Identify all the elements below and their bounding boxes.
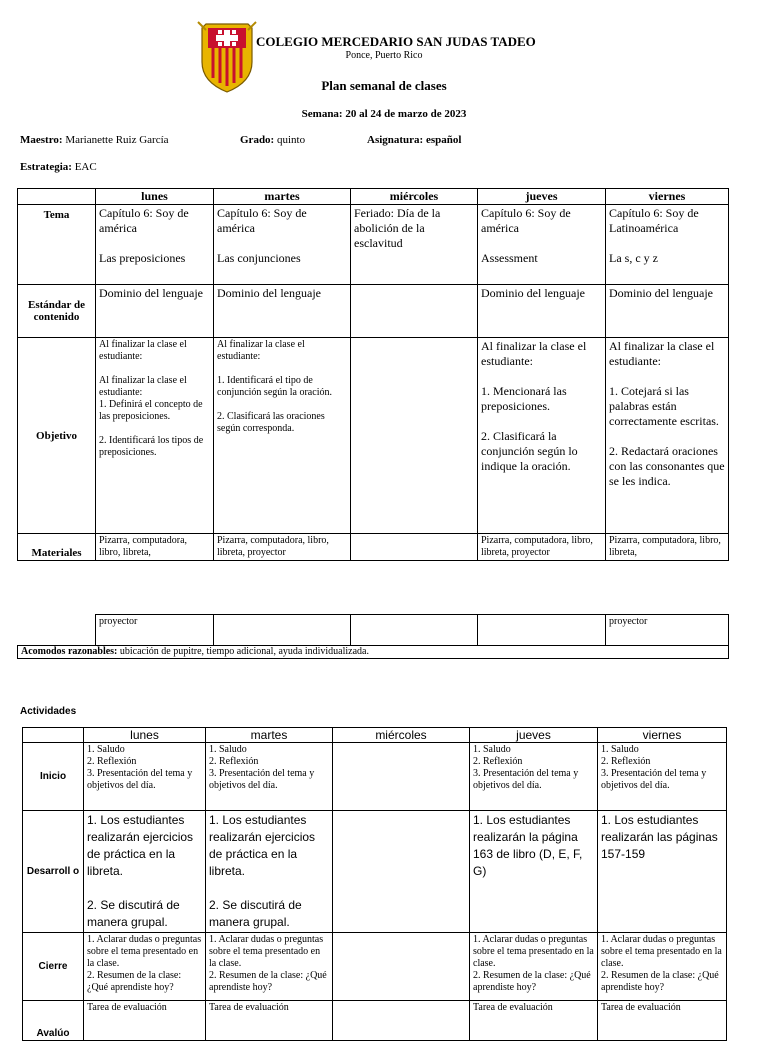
row-label-avaluo: Avalúo bbox=[23, 1001, 84, 1041]
table-cell: Pizarra, computadora, libro, libreta, bbox=[96, 534, 214, 561]
table-cell bbox=[478, 615, 606, 646]
row-label-inicio: Inicio bbox=[23, 743, 84, 811]
week-range: Semana: 20 al 24 de marzo de 2023 bbox=[301, 108, 467, 120]
table-cell: Dominio del lenguaje bbox=[606, 285, 729, 338]
row-label-cierre: Cierre bbox=[23, 933, 84, 1001]
table-cell: 1. Los estudiantes realizarán las páginas 157-159 bbox=[598, 811, 727, 933]
row-label-estandar: Estándar de contenido bbox=[18, 285, 96, 338]
actividades-heading: Actividades bbox=[20, 706, 77, 717]
weekly-plan-table bbox=[17, 188, 729, 561]
day-header: lunes bbox=[84, 728, 206, 743]
table-cell: Capítulo 6: Soy de Latinoamérica La s, c y z bbox=[606, 205, 729, 285]
table-cell: Tarea de evaluación bbox=[598, 1001, 727, 1041]
table-cell: Pizarra, computadora, libro, libreta, proyector bbox=[478, 534, 606, 561]
table-header-row bbox=[18, 189, 729, 205]
table-cell: Tarea de evaluación bbox=[470, 1001, 598, 1041]
day-header: viernes bbox=[606, 189, 729, 205]
activities-table bbox=[22, 727, 727, 1041]
row-label-tema: Tema bbox=[18, 205, 96, 285]
table-cell: 1. Saludo 2. Reflexión 3. Presentación del tema y objetivos del día. bbox=[206, 743, 333, 811]
table-cell: Capítulo 6: Soy de américa Las preposiciones bbox=[96, 205, 214, 285]
table-row-tema bbox=[18, 205, 729, 285]
table-cell: Tarea de evaluación bbox=[84, 1001, 206, 1041]
table-row-objetivo bbox=[18, 338, 729, 534]
table-cell: proyector bbox=[96, 615, 214, 646]
table-row bbox=[18, 615, 729, 646]
table-cell: proyector bbox=[606, 615, 729, 646]
table-cell: Capítulo 6: Soy de américa Las conjunciones bbox=[214, 205, 351, 285]
table-cell: Pizarra, computadora, libro, libreta, bbox=[606, 534, 729, 561]
table-cell: 1. Los estudiantes realizarán ejercicios de práctica en la libreta. 2. Se discutirá de manera grupal. bbox=[84, 811, 206, 933]
table-cell: 1. Aclarar dudas o preguntas sobre el tema presentado en la clase. 2. Resumen de la clase: ¿Qué aprendiste hoy? bbox=[470, 933, 598, 1001]
table-cell: 1. Los estudiantes realizarán ejercicios de práctica en la libreta. 2. Se discutirá de manera grupal. bbox=[206, 811, 333, 933]
materials-continuation-table bbox=[17, 614, 729, 659]
table-cell: 1. Aclarar dudas o preguntas sobre el tema presentado en la clase. 2. Resumen de la clase: ¿Qué aprendiste hoy? bbox=[598, 933, 727, 1001]
day-header: viernes bbox=[598, 728, 727, 743]
table-cell: Dominio del lenguaje bbox=[214, 285, 351, 338]
row-label-desarrollo: Desarroll o bbox=[23, 811, 84, 933]
table-cell bbox=[351, 285, 478, 338]
table-cell: 1. Saludo 2. Reflexión 3. Presentación del tema y objetivos del día. bbox=[84, 743, 206, 811]
table-cell: 1. Saludo 2. Reflexión 3. Presentación del tema y objetivos del día. bbox=[598, 743, 727, 811]
table-row-desarrollo bbox=[23, 811, 727, 933]
teacher-info: Maestro: Marianette Ruiz García bbox=[20, 134, 169, 146]
table-cell: Tarea de evaluación bbox=[206, 1001, 333, 1041]
table-cell: Al finalizar la clase el estudiante: Al finalizar la clase el estudiante: 1. Definirá el concepto de las preposiciones. 2. Identificará los tipos de preposiciones. bbox=[96, 338, 214, 534]
row-label-objetivo: Objetivo bbox=[18, 338, 96, 534]
subject-info: Asignatura: español bbox=[367, 134, 462, 146]
day-header: jueves bbox=[470, 728, 598, 743]
table-row-acomodos bbox=[18, 646, 729, 659]
table-cell: Capítulo 6: Soy de américa Assessment bbox=[478, 205, 606, 285]
table-cell bbox=[333, 1001, 470, 1041]
table-cell: Al finalizar la clase el estudiante: 1. Cotejará si las palabras están correctamente escritas. 2. Redactará oraciones con las consonantes que se les indica. bbox=[606, 338, 729, 534]
table-cell: Al finalizar la clase el estudiante: 1. Mencionará las preposiciones. 2. Clasificará la conjunción según lo indique la oración. bbox=[478, 338, 606, 534]
table-cell bbox=[333, 933, 470, 1001]
table-cell: 1. Saludo 2. Reflexión 3. Presentación del tema y objetivos del día. bbox=[470, 743, 598, 811]
day-header: lunes bbox=[96, 189, 214, 205]
table-cell: Pizarra, computadora, libro, libreta, proyector bbox=[214, 534, 351, 561]
school-name: COLEGIO MERCEDARIO SAN JUDAS TADEO bbox=[256, 34, 536, 49]
plan-title: Plan semanal de clases bbox=[321, 78, 447, 93]
table-cell: 1. Los estudiantes realizarán la página 163 de libro (D, E, F, G) bbox=[470, 811, 598, 933]
acomodos-cell: Acomodos razonables: ubicación de pupitre, tiempo adicional, ayuda individualizada. bbox=[18, 646, 729, 659]
table-cell: Dominio del lenguaje bbox=[96, 285, 214, 338]
day-header: martes bbox=[206, 728, 333, 743]
table-cell bbox=[333, 811, 470, 933]
school-city: Ponce, Puerto Rico bbox=[345, 50, 423, 61]
table-row-avaluo bbox=[23, 1001, 727, 1041]
table-cell: Al finalizar la clase el estudiante: 1. Identificará el tipo de conjunción según la oración. 2. Clasificará las oraciones según corresponda. bbox=[214, 338, 351, 534]
table-row-cierre bbox=[23, 933, 727, 1001]
table-row-materiales bbox=[18, 534, 729, 561]
day-header: jueves bbox=[478, 189, 606, 205]
table-row-inicio bbox=[23, 743, 727, 811]
table-cell bbox=[351, 338, 478, 534]
table-cell: Feriado: Día de la abolición de la esclavitud bbox=[351, 205, 478, 285]
table-cell bbox=[351, 615, 478, 646]
strategy-info: Estrategia: EAC bbox=[20, 161, 97, 173]
table-cell: 1. Aclarar dudas o preguntas sobre el tema presentado en la clase. 2. Resumen de la clase: ¿Qué aprendiste hoy? bbox=[84, 933, 206, 1001]
day-header: martes bbox=[214, 189, 351, 205]
table-cell bbox=[214, 615, 351, 646]
table-row-estandar bbox=[18, 285, 729, 338]
grade-info: Grado: quinto bbox=[240, 134, 306, 146]
table-cell: Dominio del lenguaje bbox=[478, 285, 606, 338]
row-label-materiales: Materiales bbox=[18, 534, 96, 561]
table-cell bbox=[333, 743, 470, 811]
day-header: miércoles bbox=[333, 728, 470, 743]
day-header: miércoles bbox=[351, 189, 478, 205]
table-cell: 1. Aclarar dudas o preguntas sobre el tema presentado en la clase. 2. Resumen de la clase: ¿Qué aprendiste hoy? bbox=[206, 933, 333, 1001]
table-header-row bbox=[23, 728, 727, 743]
table-cell bbox=[351, 534, 478, 561]
